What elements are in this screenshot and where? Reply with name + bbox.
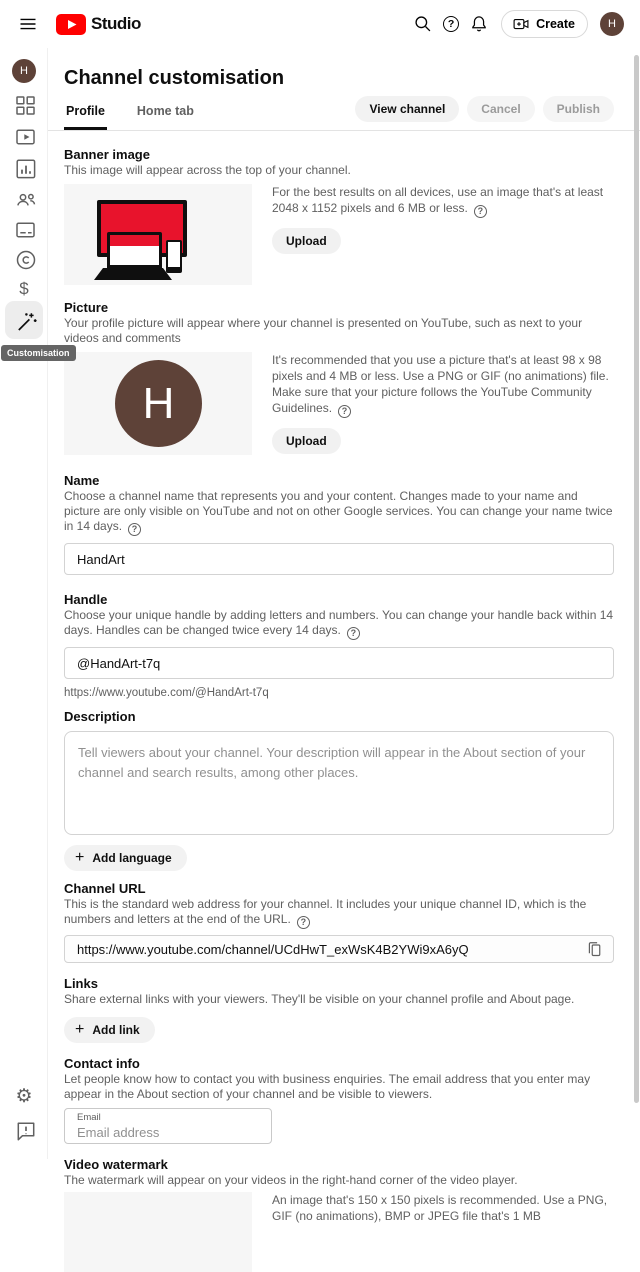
channel-url-desc: This is the standard web address for your channel. It includes your unique channel ID, which is the numbers and letters at the end of the URL. (64, 897, 587, 926)
studio-wordmark: Studio (91, 14, 141, 33)
community-icon (14, 188, 34, 208)
sidebar-item-analytics[interactable] (12, 155, 36, 179)
contact-desc: Let people know how to contact you with business enquiries. The email address that you enter may appear in the About section of your channel and be visible to viewers. (64, 1072, 591, 1101)
customisation-wand-icon (14, 310, 34, 330)
name-help-icon[interactable]: ? (128, 523, 141, 536)
help-icon[interactable]: ? (437, 10, 465, 38)
banner-title: Banner image (64, 147, 150, 162)
description-textarea[interactable] (64, 731, 614, 835)
channel-avatar-small[interactable]: H (12, 59, 36, 83)
channel-url-field (64, 935, 614, 963)
earn-dollar-icon: $ (19, 278, 29, 298)
email-label: Email (77, 1112, 101, 1123)
channel-url-help-icon[interactable]: ? (297, 916, 310, 929)
picture-desc: Your profile picture will appear where your channel is presented on YouTube, such as next to your videos and comments (64, 316, 583, 345)
customisation-tooltip: Customisation (1, 345, 76, 361)
section-banner-image (64, 147, 614, 285)
youtube-logo-icon (56, 14, 86, 35)
banner-upload-button[interactable]: Upload (272, 228, 341, 254)
sidebar-item-copyright[interactable] (12, 246, 36, 270)
cancel-button[interactable]: Cancel (467, 96, 534, 122)
tab-home-tab[interactable]: Home tab (136, 104, 194, 118)
sidebar-item-dashboard[interactable] (12, 92, 36, 116)
page-actions (355, 96, 614, 130)
links-desc: Share external links with your viewers. They'll be visible on your channel profile and About page. (64, 992, 575, 1006)
profile-picture-avatar: H (115, 360, 202, 447)
watermark-title: Video watermark (64, 1157, 168, 1172)
tab-bar (64, 96, 614, 130)
publish-button[interactable]: Publish (543, 96, 614, 122)
youtube-studio-logo[interactable] (56, 14, 141, 35)
picture-title: Picture (64, 300, 109, 315)
copy-icon[interactable] (584, 939, 604, 959)
phone-illustration (166, 240, 182, 273)
sidebar-item-send-feedback[interactable] (12, 1117, 36, 1141)
top-header (0, 0, 640, 48)
picture-upload-button[interactable]: Upload (272, 428, 341, 454)
page-title: Channel customisation (64, 67, 285, 89)
handle-input[interactable] (64, 647, 614, 679)
sidebar-item-content[interactable] (12, 123, 36, 147)
picture-hint: It's recommended that you use a picture that's at least 98 x 98 pixels and 4 MB or less. Use a PNG or GIF (no animations) file. Make sure that your picture follows the YouTube Community Guidelines. (272, 353, 609, 415)
watermark-hint: An image that's 150 x 150 pixels is recommended. Use a PNG, GIF (no animations), BMP or JPEG file that's 1 MB (272, 1193, 608, 1223)
watermark-preview (64, 1192, 252, 1272)
notifications-bell-icon[interactable] (465, 10, 493, 38)
channel-url-value: https://www.youtube.com/channel/UCdHwT_exWsK4B2YWi9xA6yQ (77, 941, 469, 957)
create-label: Create (536, 17, 575, 31)
handle-url-preview: https://www.youtube.com/@HandArt-t7q (64, 687, 269, 699)
plus-icon: + (75, 1021, 85, 1038)
banner-hint: For the best results on all devices, use an image that's at least 2048 x 1152 pixels and 6 MB or less. (272, 185, 604, 215)
name-title: Name (64, 473, 100, 488)
contact-title: Contact info (64, 1056, 140, 1071)
laptop-illustration (107, 232, 162, 268)
section-video-watermark (64, 1157, 614, 1272)
vertical-scrollbar[interactable] (634, 55, 639, 1103)
subtitles-icon (14, 218, 34, 238)
channel-name-input[interactable] (64, 543, 614, 575)
channel-url-title: Channel URL (64, 881, 146, 896)
sidebar-item-settings[interactable] (12, 1084, 36, 1108)
content-icon (14, 125, 34, 145)
sidebar-item-customisation[interactable] (12, 308, 36, 332)
main-content (48, 48, 640, 1223)
sidebar (0, 48, 70, 1159)
picture-help-icon[interactable]: ? (338, 405, 351, 418)
section-handle (64, 592, 614, 699)
banner-help-icon[interactable]: ? (474, 205, 487, 218)
create-icon (512, 15, 530, 33)
watermark-desc: The watermark will appear on your videos in the right-hand corner of the video player. (64, 1173, 518, 1187)
sidebar-item-subtitles[interactable] (12, 216, 36, 240)
create-button[interactable] (501, 10, 588, 38)
picture-preview (64, 352, 252, 455)
description-title: Description (64, 709, 136, 724)
dashboard-icon (14, 94, 34, 114)
sidebar-item-community[interactable] (12, 186, 36, 210)
add-language-button[interactable]: + Add language (64, 845, 187, 871)
hamburger-menu-icon[interactable] (16, 12, 40, 36)
section-name (64, 473, 614, 575)
email-input[interactable] (77, 1123, 259, 1140)
handle-desc: Choose your unique handle by adding letters and numbers. You can change your handle back within 14 days. Handles can be changed twice every 14 days. (64, 608, 614, 637)
feedback-icon (14, 1119, 34, 1139)
links-title: Links (64, 976, 98, 991)
sidebar-item-earn[interactable] (12, 276, 36, 300)
view-channel-button[interactable]: View channel (355, 96, 459, 122)
analytics-icon (14, 157, 34, 177)
handle-title: Handle (64, 592, 108, 607)
add-link-button[interactable]: + Add link (64, 1017, 155, 1043)
section-description (64, 709, 614, 871)
search-icon[interactable] (409, 10, 437, 38)
account-avatar[interactable]: H (600, 12, 624, 36)
section-links (64, 976, 614, 1043)
section-contact-info (64, 1056, 614, 1144)
banner-preview (64, 184, 252, 285)
section-picture (64, 300, 614, 455)
tab-divider (48, 130, 640, 131)
settings-gear-icon: ⚙ (15, 1085, 33, 1107)
name-desc: Choose a channel name that represents you and your content. Changes made to your name and picture are only visible on YouTube and not on other Google services. You can change your name twice in 14 days. (64, 489, 613, 533)
plus-icon: + (75, 849, 85, 866)
body-area (0, 48, 640, 1223)
email-field[interactable] (64, 1108, 272, 1144)
banner-desc: This image will appear across the top of your channel. (64, 163, 351, 177)
handle-help-icon[interactable]: ? (347, 627, 360, 640)
copyright-icon (14, 248, 34, 268)
section-channel-url (64, 881, 614, 963)
tab-profile[interactable]: Profile (64, 98, 107, 130)
